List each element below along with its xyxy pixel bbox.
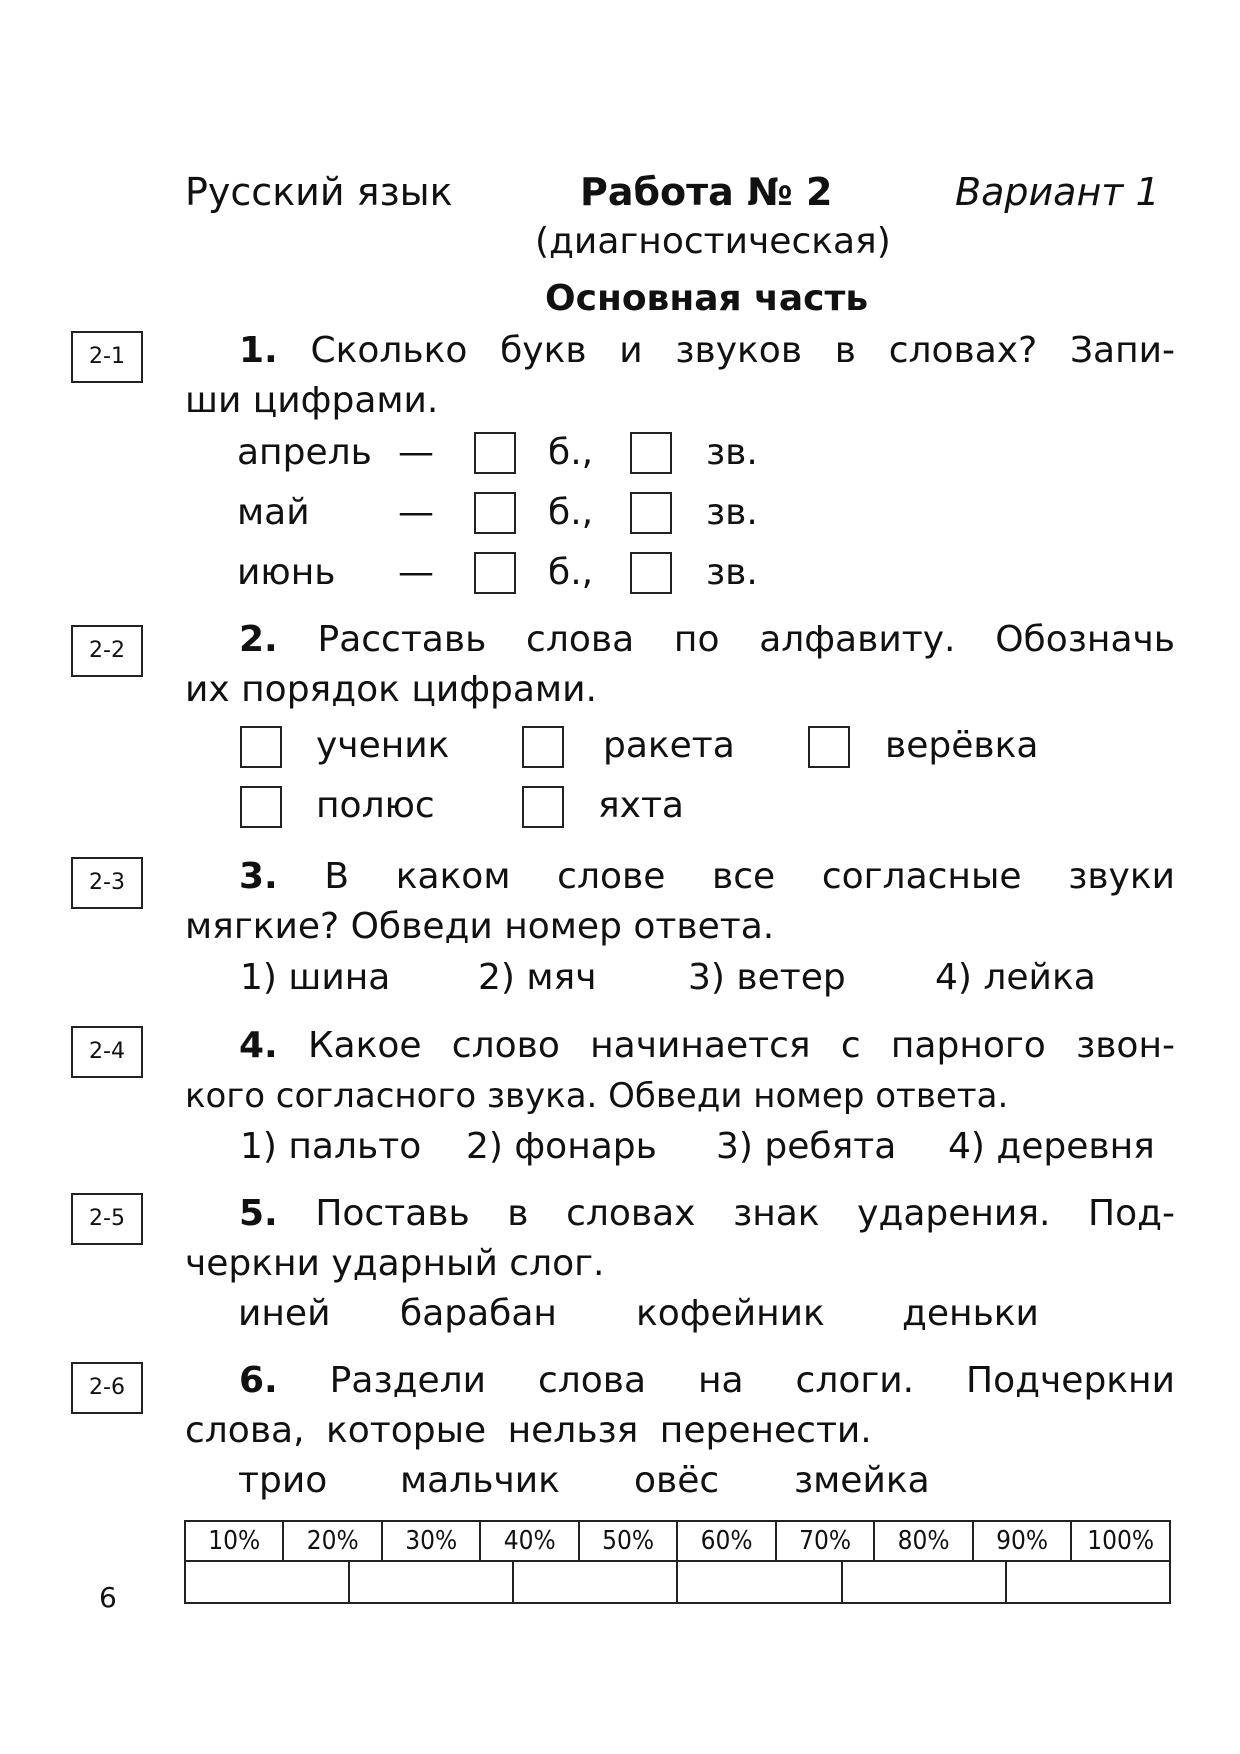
task-text: Какое слово начинается с парного звон- — [308, 1025, 1175, 1066]
score-cell: 70% — [776, 1521, 874, 1561]
task-number: 6. — [239, 1360, 278, 1401]
dash: — — [398, 552, 434, 593]
word-iney: иней — [238, 1293, 331, 1334]
task-2-line-1 — [185, 615, 1175, 665]
task-3-line-2: мягкие? Обведи номер ответа. — [185, 906, 775, 947]
answer-option-2[interactable]: 2) фонарь — [466, 1126, 657, 1167]
task-5 — [185, 1189, 1175, 1289]
sounds-answer-box[interactable] — [630, 432, 672, 474]
order-answer-box[interactable] — [240, 726, 282, 768]
dash: — — [398, 492, 434, 533]
word-yakhta: яхта — [598, 785, 684, 826]
task-3 — [185, 852, 1175, 952]
score-mark-cell[interactable] — [842, 1561, 1006, 1603]
score-mark-cell[interactable] — [1006, 1561, 1170, 1603]
task-4-line-1 — [185, 1021, 1175, 1071]
work-title: Работа № 2 — [580, 170, 833, 214]
task-code-2-5: 2-5 — [71, 1193, 143, 1245]
score-cell: 80% — [874, 1521, 972, 1561]
score-scale-header-row — [185, 1521, 1170, 1561]
word-oves: овёс — [634, 1460, 720, 1501]
sounds-abbr: зв. — [706, 552, 758, 593]
word-denki: деньки — [902, 1293, 1039, 1334]
answer-option-3[interactable]: 3) ветер — [688, 957, 846, 998]
task-1-line-1 — [185, 326, 1175, 376]
word-mai: май — [237, 492, 310, 533]
task-text: Расставь слова по алфавиту. Обозначь — [317, 619, 1175, 660]
answer-option-3[interactable]: 3) ребята — [716, 1126, 897, 1167]
task-code-2-3: 2-3 — [71, 857, 143, 909]
score-cell: 10% — [185, 1521, 283, 1561]
answer-option-4[interactable]: 4) лейка — [935, 957, 1096, 998]
score-mark-cell[interactable] — [349, 1561, 513, 1603]
task-6-line-1 — [185, 1356, 1175, 1406]
variant-label: Вариант 1 — [955, 170, 1160, 214]
word-kofeynik: кофейник — [636, 1293, 825, 1334]
sounds-abbr: зв. — [706, 492, 758, 533]
letters-abbr: б., — [548, 432, 594, 473]
task-number: 1. — [239, 330, 278, 371]
score-mark-cell[interactable] — [677, 1561, 841, 1603]
task-4-line-2: кого согласного звука. Обведи номер ответа. — [185, 1076, 1009, 1116]
score-cell: 20% — [283, 1521, 381, 1561]
task-5-line-1 — [185, 1189, 1175, 1239]
answer-option-1[interactable]: 1) пальто — [240, 1126, 422, 1167]
task-2 — [185, 615, 1175, 715]
task-1-line-2: ши цифрами. — [185, 380, 439, 421]
word-verevka: верёвка — [885, 725, 1039, 766]
task-number: 5. — [239, 1193, 278, 1234]
score-scale-table — [184, 1520, 1171, 1604]
order-answer-box[interactable] — [240, 786, 282, 828]
score-cell: 60% — [677, 1521, 775, 1561]
task-3-line-1 — [185, 852, 1175, 902]
letters-answer-box[interactable] — [474, 432, 516, 474]
letters-abbr: б., — [548, 492, 594, 533]
order-answer-box[interactable] — [522, 726, 564, 768]
word-aprel: апрель — [237, 432, 372, 473]
task-number: 2. — [239, 619, 278, 660]
letters-answer-box[interactable] — [474, 552, 516, 594]
task-6 — [185, 1356, 1175, 1456]
task-2-line-2: их порядок цифрами. — [185, 669, 597, 710]
letters-abbr: б., — [548, 552, 594, 593]
task-6-line-2: слова, которые нельзя перенести. — [185, 1410, 872, 1451]
task-1 — [185, 326, 1175, 426]
word-iyun: июнь — [237, 552, 336, 593]
score-cell: 40% — [480, 1521, 578, 1561]
score-mark-row — [185, 1561, 1170, 1603]
task-5-line-2: черкни ударный слог. — [185, 1243, 605, 1284]
dash: — — [398, 432, 434, 473]
answer-option-2[interactable]: 2) мяч — [478, 957, 597, 998]
word-zmeyka: змейка — [794, 1460, 930, 1501]
order-answer-box[interactable] — [522, 786, 564, 828]
sounds-answer-box[interactable] — [630, 492, 672, 534]
word-uchenik: ученик — [316, 725, 450, 766]
task-code-2-2: 2-2 — [71, 625, 143, 677]
answer-option-4[interactable]: 4) деревня — [948, 1126, 1155, 1167]
work-type-label: (диагностическая) — [535, 221, 891, 262]
word-baraban: барабан — [400, 1293, 557, 1334]
score-cell: 30% — [382, 1521, 480, 1561]
section-title: Основная часть — [545, 278, 869, 319]
score-cell: 50% — [579, 1521, 677, 1561]
task-number: 4. — [239, 1025, 278, 1066]
score-mark-cell[interactable] — [185, 1561, 349, 1603]
task-code-2-1: 2-1 — [71, 331, 143, 383]
order-answer-box[interactable] — [808, 726, 850, 768]
page-number: 6 — [99, 1581, 117, 1614]
task-code-2-4: 2-4 — [71, 1026, 143, 1078]
word-polyus: полюс — [316, 785, 435, 826]
task-text: В каком слове все согласные звуки — [324, 856, 1175, 897]
word-trio: трио — [238, 1460, 328, 1501]
task-text: Сколько букв и звуков в словах? Запи- — [310, 330, 1176, 371]
sounds-abbr: зв. — [706, 432, 758, 473]
subject-label: Русский язык — [185, 170, 453, 214]
word-raketa: ракета — [603, 725, 735, 766]
score-cell: 100% — [1071, 1521, 1170, 1561]
task-number: 3. — [239, 856, 278, 897]
task-text: Раздели слова на слоги. Подчеркни — [329, 1360, 1175, 1401]
task-code-2-6: 2-6 — [71, 1362, 143, 1414]
answer-option-1[interactable]: 1) шина — [240, 957, 391, 998]
task-text: Поставь в словах знак ударения. Под- — [315, 1193, 1175, 1234]
word-malchik: мальчик — [400, 1460, 560, 1501]
task-4 — [185, 1021, 1175, 1121]
score-mark-cell[interactable] — [513, 1561, 677, 1603]
sounds-answer-box[interactable] — [630, 552, 672, 594]
score-cell: 90% — [973, 1521, 1071, 1561]
letters-answer-box[interactable] — [474, 492, 516, 534]
